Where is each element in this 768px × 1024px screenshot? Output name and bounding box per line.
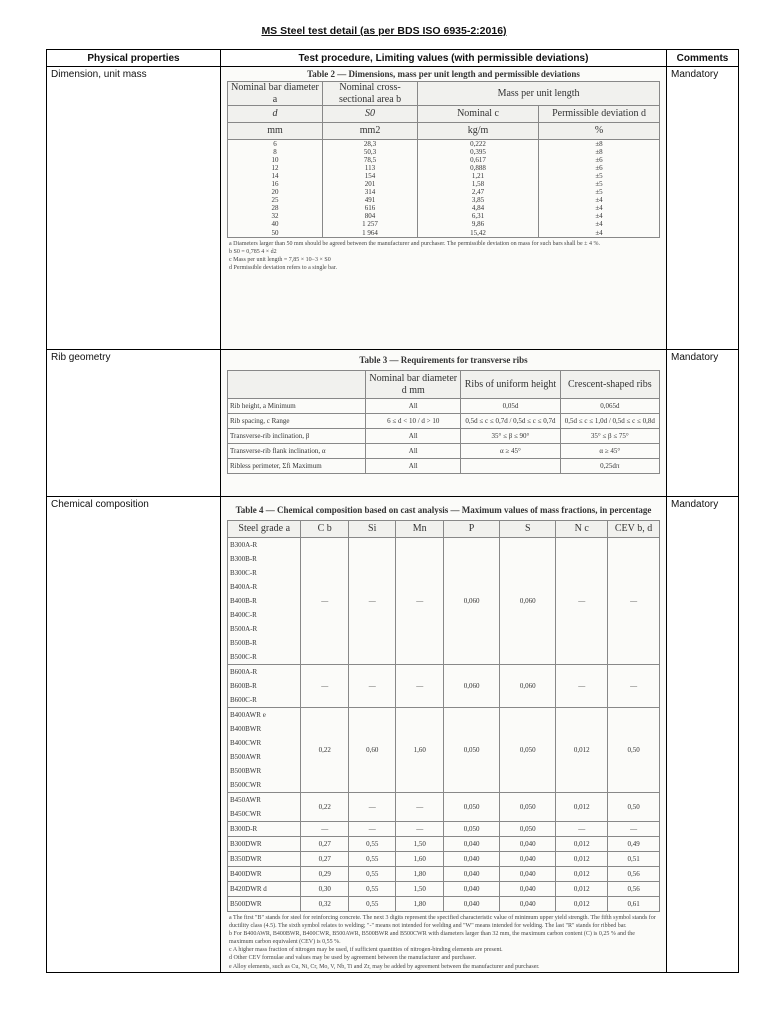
- table4-header: Si: [348, 521, 396, 538]
- table2-unit-kgm: kg/m: [418, 123, 539, 140]
- table2-unit-mm2: mm2: [323, 123, 418, 140]
- table4-value: 0,29: [301, 867, 349, 882]
- table2-cell: 1,58: [418, 180, 539, 188]
- table4-value: 0,55: [348, 882, 396, 897]
- table2-row: [228, 164, 660, 172]
- table3-uniform: 0,5d ≤ c ≤ 0,7d / 0,5d ≤ c ≤ 0,7d: [461, 414, 560, 429]
- table3-h-crescent: Crescent-shaped ribs: [560, 371, 659, 399]
- table4-row: [228, 837, 660, 852]
- table4-value: 0,040: [500, 837, 556, 852]
- table4-row: [228, 538, 660, 665]
- table2-h-area: Nominal cross-sectional area b: [323, 82, 418, 106]
- table2-h-deviation: Permissible deviation d: [539, 106, 660, 123]
- table4-grade: B400C-R: [230, 611, 257, 619]
- table2-cell: 50,3: [323, 148, 418, 156]
- table2-cell: 10: [228, 156, 323, 164]
- row-chemical-composition: [47, 497, 739, 973]
- table4-value: 0,040: [443, 837, 499, 852]
- table2-cell: 28,3: [323, 140, 418, 149]
- table2-note: b S0 = 0,785 4 × d2: [229, 248, 277, 255]
- table4-row: [228, 867, 660, 882]
- table4-grade: B300DWR: [230, 840, 262, 848]
- table3-param: Rib spacing, c Range: [228, 414, 366, 429]
- header-row: [47, 50, 739, 67]
- table4-value: —: [348, 665, 396, 708]
- table4-value: —: [301, 822, 349, 837]
- table4-value: 0,060: [443, 538, 499, 665]
- table2-cell: ±5: [539, 172, 660, 180]
- table2-cell: 3,85: [418, 196, 539, 204]
- table4-grade: B600A-R: [230, 668, 258, 676]
- table4-value: 0,050: [500, 708, 556, 793]
- table4-header: Mn: [396, 521, 444, 538]
- table2-row: [228, 212, 660, 220]
- table4-header: P: [443, 521, 499, 538]
- table2-cell: ±4: [539, 229, 660, 238]
- table4-grades: [228, 793, 301, 822]
- table2-scan: [221, 67, 666, 349]
- table4-note: d Other CEV formulae and values may be used by agreement between the manufacturer and purchaser.: [229, 955, 477, 962]
- table4-value: 1,50: [396, 837, 444, 852]
- table4-row: [228, 822, 660, 837]
- table4-value: 0,55: [348, 897, 396, 912]
- property-rib-geometry: Rib geometry: [47, 350, 221, 497]
- table4-row: [228, 793, 660, 822]
- table2-cell: ±4: [539, 220, 660, 228]
- table4-grade: B500DWR: [230, 900, 262, 908]
- table4-value: —: [301, 665, 349, 708]
- table2-cell: ±4: [539, 204, 660, 212]
- table4-row: [228, 897, 660, 912]
- table4-grade: B500CWR: [230, 781, 262, 789]
- row-rib-geometry: [47, 350, 739, 497]
- table2-cell: 6: [228, 140, 323, 149]
- table4-value: 0,55: [348, 852, 396, 867]
- table3-title: Table 3 — Requirements for transverse ribs: [359, 355, 528, 365]
- table4-value: 0,050: [443, 793, 499, 822]
- table2-row: [228, 156, 660, 164]
- table4-value: 0,060: [443, 665, 499, 708]
- table2-cell: 14: [228, 172, 323, 180]
- table3-h-parameter: [228, 371, 366, 399]
- table4-value: 0,040: [500, 867, 556, 882]
- table4-scan: [221, 497, 666, 972]
- table4-note: c A higher mass fraction of nitrogen may be used, if sufficient quantities of nitrogen-binding elements are present.: [229, 947, 503, 954]
- table2-cell: 4,84: [418, 204, 539, 212]
- table4-value: 0,32: [301, 897, 349, 912]
- table2-cell: 32: [228, 212, 323, 220]
- table2-sym-d: d: [228, 106, 323, 123]
- table4-value: 1,80: [396, 897, 444, 912]
- table4-value: 0,012: [556, 897, 608, 912]
- table4-grade: B500BWR: [230, 767, 262, 775]
- table2-cell: 491: [323, 196, 418, 204]
- table2-h-mass: Mass per unit length: [418, 82, 660, 106]
- table2-unit-pct: %: [539, 123, 660, 140]
- table4-value: 0,012: [556, 708, 608, 793]
- table2-cell: ±4: [539, 196, 660, 204]
- table4-value: 0,22: [301, 793, 349, 822]
- table2-cell: 78,5: [323, 156, 418, 164]
- table2-h-diameter: Nominal bar diameter a: [228, 82, 323, 106]
- table4-row: [228, 708, 660, 793]
- table4-value: 0,040: [500, 897, 556, 912]
- table4-header: S: [500, 521, 556, 538]
- table4-value: 0,56: [608, 882, 660, 897]
- table2-row: [228, 204, 660, 212]
- property-chemical-composition: Chemical composition: [47, 497, 221, 973]
- procedure-table2: [221, 67, 667, 350]
- table4-value: 0,012: [556, 867, 608, 882]
- table2-notes: [227, 240, 660, 272]
- table4-value: 0,56: [608, 867, 660, 882]
- table4-grade: B450CWR: [230, 810, 262, 818]
- table2-title: Table 2 — Dimensions, mass per unit length and permissible deviations: [307, 69, 580, 79]
- table4-grades: [228, 852, 301, 867]
- table2-sym-s: S0: [323, 106, 418, 123]
- table2-cell: 0,222: [418, 140, 539, 149]
- table2-row: [228, 140, 660, 149]
- table2-row: [228, 180, 660, 188]
- table4-value: —: [396, 793, 444, 822]
- table3-uniform: α ≥ 45°: [461, 444, 560, 459]
- table4-value: 0,040: [443, 867, 499, 882]
- table4-grade: B600B-R: [230, 682, 257, 690]
- table4-grade: B500A-R: [230, 625, 258, 633]
- table3-crescent: α ≥ 45°: [560, 444, 659, 459]
- table2-cell: 28: [228, 204, 323, 212]
- table4-value: 0,30: [301, 882, 349, 897]
- table2-cell: ±6: [539, 156, 660, 164]
- table3-row: [228, 414, 660, 429]
- table4-value: 0,22: [301, 708, 349, 793]
- table2-cell: 1,21: [418, 172, 539, 180]
- procedure-table3: [221, 350, 667, 497]
- table4-value: —: [348, 793, 396, 822]
- table4-grades: [228, 837, 301, 852]
- table4-value: —: [348, 822, 396, 837]
- table4-grades: [228, 867, 301, 882]
- table4-value: 0,27: [301, 852, 349, 867]
- table4-grade: B400B-R: [230, 597, 257, 605]
- table4-value: —: [348, 538, 396, 665]
- table4-value: 0,050: [443, 708, 499, 793]
- comment-chemical-composition: Mandatory: [667, 497, 739, 973]
- table2-cell: 8: [228, 148, 323, 156]
- table4-value: —: [556, 665, 608, 708]
- table4-value: 0,27: [301, 837, 349, 852]
- table3-h-uniform: Ribs of uniform height: [461, 371, 560, 399]
- table4-note: e Alloy elements, such as Cu, Ni, Cr, Mo, V, Nb, Ti and Zr, may be added by agreement between the manufacturer and purchaser.: [229, 963, 540, 970]
- table3-row: [228, 429, 660, 444]
- table4-value: —: [608, 665, 660, 708]
- table3-uniform: [461, 459, 560, 474]
- table3-crescent: 35° ≤ β ≤ 75°: [560, 429, 659, 444]
- table4-grades: [228, 822, 301, 837]
- table4-value: 0,050: [500, 793, 556, 822]
- table4-grade: B300A-R: [230, 541, 258, 549]
- table4-value: —: [301, 538, 349, 665]
- table4-grade: B400DWR: [230, 870, 262, 878]
- table4-value: —: [608, 822, 660, 837]
- table2-h-nominal: Nominal c: [418, 106, 539, 123]
- table4-header: N c: [556, 521, 608, 538]
- table4-row: [228, 852, 660, 867]
- table4-grade: B400A-R: [230, 583, 258, 591]
- table2-cell: 201: [323, 180, 418, 188]
- table4-grade: B600C-R: [230, 696, 257, 704]
- table4-value: 1,50: [396, 882, 444, 897]
- table2-row: [228, 188, 660, 196]
- table4-value: 0,61: [608, 897, 660, 912]
- table3-param: Transverse-rib flank inclination, α: [228, 444, 366, 459]
- table2-cell: 0,617: [418, 156, 539, 164]
- table2-cell: 113: [323, 164, 418, 172]
- table4-grades: [228, 708, 301, 793]
- table2-cell: ±5: [539, 188, 660, 196]
- table4-value: 0,49: [608, 837, 660, 852]
- table2-cell: 16: [228, 180, 323, 188]
- table4-value: 0,040: [443, 897, 499, 912]
- table4-grade: B420DWR d: [230, 885, 267, 893]
- table2-cell: ±4: [539, 212, 660, 220]
- table4-notes: [227, 914, 660, 971]
- property-dimension: Dimension, unit mass: [47, 67, 221, 350]
- table2-row: [228, 172, 660, 180]
- table4-value: 0,040: [500, 852, 556, 867]
- row-dimension: [47, 67, 739, 350]
- table4-grade: B500AWR: [230, 753, 261, 761]
- table4-value: 0,040: [443, 852, 499, 867]
- table2-cell: 9,86: [418, 220, 539, 228]
- table2-cell: 40: [228, 220, 323, 228]
- table2-cell: 154: [323, 172, 418, 180]
- table4-grade: B350DWR: [230, 855, 262, 863]
- table2-cell: ±8: [539, 140, 660, 149]
- table4-value: —: [396, 538, 444, 665]
- table2-note: a Diameters larger than 50 mm should be agreed between the manufacturer and purchaser. The permissible deviation on mass for such bars shall be ± 4 %.: [229, 240, 600, 247]
- table4-value: —: [556, 538, 608, 665]
- table4-value: 0,012: [556, 852, 608, 867]
- table3-crescent: 0,25dπ: [560, 459, 659, 474]
- table4-value: 1,60: [396, 708, 444, 793]
- table2-cell: 1 964: [323, 229, 418, 238]
- table4-header: CEV b, d: [608, 521, 660, 538]
- table3-diameter: All: [366, 429, 461, 444]
- table4-value: 0,060: [500, 665, 556, 708]
- table4-value: 0,50: [608, 708, 660, 793]
- table2-cell: ±5: [539, 180, 660, 188]
- table4-value: —: [608, 538, 660, 665]
- table3-diameter: All: [366, 444, 461, 459]
- header-test-procedure: Test procedure, Limiting values (with permissible deviations): [221, 50, 667, 67]
- table4-value: 0,012: [556, 882, 608, 897]
- table2-row: [228, 220, 660, 228]
- table3-uniform: 35° ≤ β ≤ 90°: [461, 429, 560, 444]
- comment-dimension: Mandatory: [667, 67, 739, 350]
- table2-cell: 314: [323, 188, 418, 196]
- table4-value: —: [396, 665, 444, 708]
- table4-grades: [228, 897, 301, 912]
- table2-note: d Permissible deviation refers to a single bar.: [229, 264, 337, 271]
- table2-cell: 2,47: [418, 188, 539, 196]
- table3-diameter: All: [366, 399, 461, 414]
- table4-value: 0,050: [500, 822, 556, 837]
- procedure-table4: [221, 497, 667, 973]
- table3-row: [228, 459, 660, 474]
- table2-row: [228, 196, 660, 204]
- table4-grade: B500C-R: [230, 653, 257, 661]
- table3-param: Rib height, a Minimum: [228, 399, 366, 414]
- table2-cell: 804: [323, 212, 418, 220]
- test-detail-table: [46, 49, 739, 973]
- table2-cell: ±6: [539, 164, 660, 172]
- table4-grade: B500B-R: [230, 639, 257, 647]
- table2-cell: 0,395: [418, 148, 539, 156]
- table4-value: 0,60: [348, 708, 396, 793]
- table4-grade: B400BWR: [230, 725, 262, 733]
- table3-h-diameter: Nominal bar diameter d mm: [366, 371, 461, 399]
- table3-param: Transverse-rib inclination, β: [228, 429, 366, 444]
- table2-note: c Mass per unit length = 7,85 × 10−3 × S0: [229, 256, 331, 263]
- table4-header: C b: [301, 521, 349, 538]
- table2-cell: ±8: [539, 148, 660, 156]
- table3-row: [228, 399, 660, 414]
- table2-row: [228, 229, 660, 238]
- comment-rib-geometry: Mandatory: [667, 350, 739, 497]
- table3-scan: [221, 350, 666, 496]
- table4: [227, 520, 660, 912]
- table4-title: Table 4 — Chemical composition based on cast analysis — Maximum values of mass fractions, in percentage: [235, 505, 652, 515]
- table2-cell: 12: [228, 164, 323, 172]
- table4-grades: [228, 538, 301, 665]
- table4-value: 0,012: [556, 793, 608, 822]
- table4-value: 0,050: [443, 822, 499, 837]
- table4-value: 0,040: [500, 882, 556, 897]
- header-comments: Comments: [667, 50, 739, 67]
- table3-row: [228, 444, 660, 459]
- table4-value: 0,50: [608, 793, 660, 822]
- document-title: MS Steel test detail (as per BDS ISO 6935-2:2016): [261, 25, 507, 37]
- table2-cell: 15,42: [418, 229, 539, 238]
- table4-note: b For B400AWR, B400BWR, B400CWR, B500AWR, B500BWR and B500CWR with diameters larger than 32 mm, the maximum carbon content (C) is 0,25 % and the maximum carbon equivalent (CEV) is 0,55 %.: [229, 931, 635, 946]
- table2-cell: 50: [228, 229, 323, 238]
- table3-diameter: 6 ≤ d < 10 / d > 10: [366, 414, 461, 429]
- table3-crescent: 0,065d: [560, 399, 659, 414]
- table4-header: Steel grade a: [228, 521, 301, 538]
- table4-value: 1,60: [396, 852, 444, 867]
- table4-grade: B300B-R: [230, 555, 257, 563]
- table3-diameter: All: [366, 459, 461, 474]
- table4-row: [228, 665, 660, 708]
- table4-value: 0,55: [348, 837, 396, 852]
- table2-cell: 1 257: [323, 220, 418, 228]
- table2: [227, 81, 660, 238]
- table4-grade: B400AWR e: [230, 711, 266, 719]
- table4-row: [228, 882, 660, 897]
- table4-note: a The first "B" stands for steel for reinforcing concrete. The next 3 digits represent the specified characteristic value of minimum upper yield strength. The fifth symbol stands for ductility class (4.5). The sixth symbol relates to welding; "-" means not intended for welding and "W" means intended for welding. The last "R" stands for ribbed bar.: [229, 915, 656, 930]
- table4-value: 0,55: [348, 867, 396, 882]
- table4-grade: B300D-R: [230, 825, 258, 833]
- table4-grade: B300C-R: [230, 569, 257, 577]
- table4-value: 0,040: [443, 882, 499, 897]
- table2-cell: 20: [228, 188, 323, 196]
- table2-cell: 0,888: [418, 164, 539, 172]
- table4-grades: [228, 882, 301, 897]
- table2-unit-mm: mm: [228, 123, 323, 140]
- table2-cell: 616: [323, 204, 418, 212]
- table2-cell: 6,31: [418, 212, 539, 220]
- table2-row: [228, 148, 660, 156]
- table4-grade: B400CWR: [230, 739, 262, 747]
- table3-uniform: 0,05d: [461, 399, 560, 414]
- table4-grade: B450AWR: [230, 796, 261, 804]
- table3: [227, 370, 660, 474]
- table3-crescent: 0,5d ≤ c ≤ 1,0d / 0,5d ≤ c ≤ 0,8d: [560, 414, 659, 429]
- table3-param: Ribless perimeter, Σfi Maximum: [228, 459, 366, 474]
- table4-value: 0,012: [556, 837, 608, 852]
- header-physical-properties: Physical properties: [47, 50, 221, 67]
- table4-value: —: [556, 822, 608, 837]
- table4-value: —: [396, 822, 444, 837]
- table4-value: 0,51: [608, 852, 660, 867]
- table4-value: 1,80: [396, 867, 444, 882]
- table2-cell: 25: [228, 196, 323, 204]
- table4-value: 0,060: [500, 538, 556, 665]
- table4-grades: [228, 665, 301, 708]
